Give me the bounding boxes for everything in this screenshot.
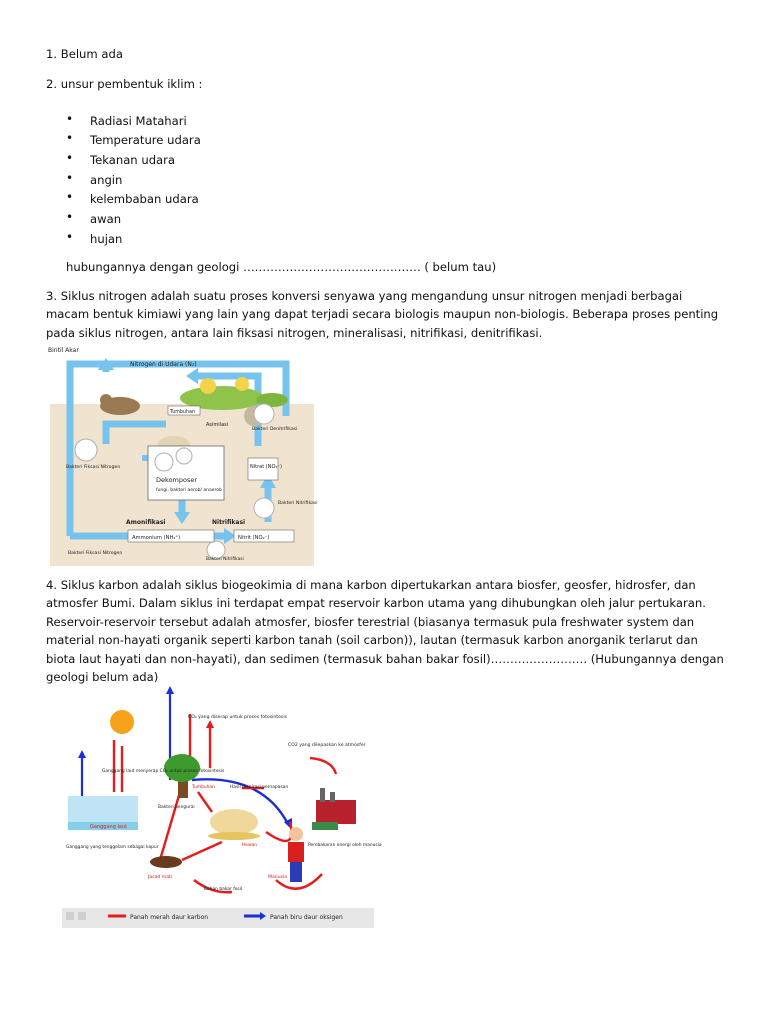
algae-absorb-label: Ganggang laut menyerap CO₂ untuk proses fotosintesis (102, 769, 225, 774)
human-label: Manusia (268, 875, 288, 880)
decomposer-bacteria-label: Bakteri pengurai (158, 805, 195, 810)
bacteria-icon (75, 439, 97, 461)
nitrogen-air-label: Nitrogen di Udara (N₂) (130, 361, 197, 368)
bullet-icon: • (66, 151, 74, 165)
factory-icon (316, 800, 356, 824)
bullet-icon: • (66, 131, 74, 145)
sun-icon (110, 710, 134, 734)
ammonium-label: Ammonium (NH₄⁺) (132, 535, 181, 541)
geology-relation: hubungannya dengan geologi ………………………………………. ( belum tau) (66, 260, 497, 274)
tree-icon (164, 754, 200, 782)
list-item: Temperature udara (90, 133, 201, 147)
nitrification-label: Nitrifikasi (212, 519, 246, 526)
nitrification-bacteria-bottom-label: Bakteri Nitrifikasi (206, 557, 244, 562)
dead-body-label: Jasad mati (148, 875, 173, 880)
denitrification-bacteria-label: Bakteri Denitrifikasi (252, 427, 298, 432)
list-item: Tekanan udara (90, 153, 176, 167)
list-item: awan (90, 212, 122, 226)
list-item: Radiasi Matahari (90, 114, 187, 128)
legend-icon (78, 912, 86, 920)
bullet-icon: • (66, 171, 74, 185)
nitrite-label: Nitrit (NO₂⁻) (238, 535, 270, 541)
bullet-icon: • (66, 210, 74, 224)
legend-blue-label: Panah biru daur oksigen (270, 914, 343, 921)
nitrate-label: Nitrat (NO₃⁻) (250, 464, 282, 470)
bullet-icon: • (66, 230, 74, 244)
human-icon (289, 827, 303, 841)
bullet-icon: • (66, 112, 74, 126)
ammonification-label: Amonifikasi (126, 519, 166, 526)
list-item: kelembaban udara (90, 192, 199, 206)
plant-label: Tumbuhan (192, 785, 215, 790)
bullet-icon: • (66, 190, 74, 204)
answer-1: 1. Belum ada (46, 47, 123, 61)
list-item: angin (90, 173, 123, 187)
legend-icon (66, 912, 74, 920)
list-item: hujan (90, 232, 123, 246)
co2-absorbed-label: CO₂ yang diserap untuk proses fotosintesis (188, 715, 287, 720)
bacteria-icon (254, 498, 274, 518)
answer-2-heading: 2. unsur pembentuk iklim : (46, 77, 203, 91)
human-burning-label: Pembakaran energi oleh manusia (308, 843, 382, 848)
paragraph-nitrogen-cycle: 3. Siklus nitrogen adalah suatu proses konversi senyawa yang mengandung unsur nitrogen menjadi berbagai macam bentuk kimiawi yang lain yang dapat terjadi secara biologis maupun non-biologis. Beberapa proses penting pada siklus nitrogen, antara lain fiksasi nitrogen, mineralisasi, nitrifikasi, denitrifikasi. (46, 289, 719, 340)
root-nodule-label: Bintil Akar (48, 347, 79, 354)
carbon-cycle-diagram (62, 684, 382, 930)
decomposer-sub-label: fungi, bakteri aerob/ anaerob (156, 488, 222, 493)
seaweed-label: Ganggang laut (90, 824, 128, 830)
assimilation-label: Asimilasi (206, 422, 229, 428)
legend-red-label: Panah merah daur karbon (130, 914, 209, 921)
fossil-fuel-label: Bahan bakar fosil (204, 887, 243, 892)
dead-body-icon (150, 856, 182, 868)
paragraph-carbon-cycle: 4. Siklus karbon adalah siklus biogeokimia di mana karbon dipertukarkan antara biosfer, geosfer, hidrosfer, dan atmosfer Bumi. Dalam siklus ini terdapat empat reservoir karbon utama yang dihubungkan oleh jalur pertukaran. Reservoir-reservoir tersebut adalah atmosfer, biosfer terestrial (biasanya termasuk pula freshwater system dan material non-hayati organik seperti karbon tanah (soil carbon)), lautan (termasuk karbon anorganik terlarut dan biota laut hayati dan non-hayati), dan sedimen (termasuk bahan bakar fosil)……………………. (Hubungannya dengan geologi belum ada) (46, 578, 724, 685)
nitrogen-cycle-diagram (46, 344, 318, 566)
nitrification-bacteria-label: Bakteri Nitrifikasi (278, 501, 318, 506)
fixation-bacteria-bottom-label: Bakteri Fiksasi Nitrogen (68, 551, 123, 556)
respiration-label: Hasil respirasi pernapasan (230, 785, 289, 790)
animal-label: Hewan (242, 843, 258, 848)
bacteria-icon (254, 404, 274, 424)
plant-label: Tumbuhan (170, 410, 196, 415)
cow-icon (210, 809, 258, 835)
sunken-algae-label: Ganggang yang tenggelam sebagai kapur (66, 845, 159, 850)
co2-released-label: CO2 yang dilepaskan ke atmosfer (288, 743, 366, 748)
fixation-bacteria-label: Bakteri Fiksasi Nitrogen (66, 465, 121, 470)
decomposer-label: Dekomposer (156, 476, 198, 484)
